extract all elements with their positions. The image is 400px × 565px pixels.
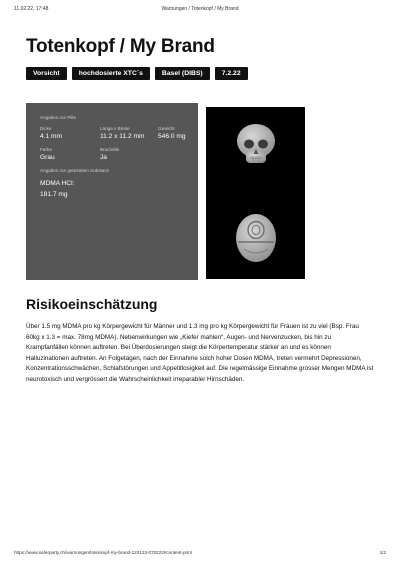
size-value: 11.2 x 11.2 mm [100,133,145,140]
weight-value: 546.0 mg [158,133,186,140]
thickness-value: 4.1 mm [40,133,62,140]
print-footer [14,550,386,555]
substance-value: MDMA HCl: 181.7 mg [40,180,75,198]
risk-assessment-text: Über 1.5 mg MDMA pro kg Körpergewicht für Männer und 1.3 mg pro kg Körpergewicht für Frauen ist zu viel (Bsp. Frau 60kg x 1.3 = max. 78mg MDMA). Nebenwirkungen wie „Kiefer mahlen“, Augen- und Nervenzucken, bis hin zu Krampfanfällen können auftreten. Bei Überdosierungen steigt die Körpertemperatur stärker an und es können Halluzinationen auftreten. An Folgetagen, nach der Einnahme solch hoher Dosen MDMA, treten vermehrt Depressionen, Konzentrationsschwächen, Schlafstörungen und Appetitlosigkeit auf. Die regelmässige Einnahme grosser Mengen MDMA ist neurotoxisch und vergrössert die Wahrscheinlichkeit irreparabler Hirnschäden. [26,323,374,383]
break-line-value: Ja [100,154,107,161]
tag-location[interactable]: Basel (DIBS) [155,67,210,80]
weight-label: Gewicht [158,126,175,131]
weight-field [158,126,198,140]
pill-appearance-row [40,147,198,161]
color-value: Grau [40,154,55,161]
print-header [14,6,386,12]
skull-pill-back [236,214,276,262]
color-field [40,147,100,161]
pill-image [206,107,305,279]
break-line-field [100,147,158,161]
risk-assessment-title: Risikoeinschätzung [26,296,158,312]
pill-dimensions-row [40,126,198,140]
tag-warning[interactable]: Vorsicht [26,67,67,80]
substance-label: Angaben zur getesteten Substanz [40,168,110,173]
thickness-field [40,126,100,140]
print-page-number: 1/2 [379,550,386,555]
print-page-title: Warnungen / Totenkopf / My Brand [161,6,239,12]
pill-info-label: Angaben zur Pille [40,115,77,120]
tag-date[interactable]: 7.2.22 [215,67,248,80]
thickness-label: Dicke [40,126,52,131]
tag-high-dose[interactable]: hochdosierte XTC´s [72,67,150,80]
page-title: Totenkopf / My Brand [26,36,215,57]
color-label: Farbe [40,147,53,152]
size-label: Länge x Breite [100,126,130,131]
pill-info-panel [26,103,198,280]
size-field [100,126,158,140]
break-line-label: Bruchrille [100,147,120,152]
pill-photo [206,107,305,279]
print-datetime: 11.02.22, 17:48 [14,6,49,12]
tag-list [26,67,248,80]
print-url: https://www.saferparty.ch/warnungen/totenkopf-my-brand-120123-070222#content-print [14,550,192,555]
skull-pill-front [237,124,275,163]
